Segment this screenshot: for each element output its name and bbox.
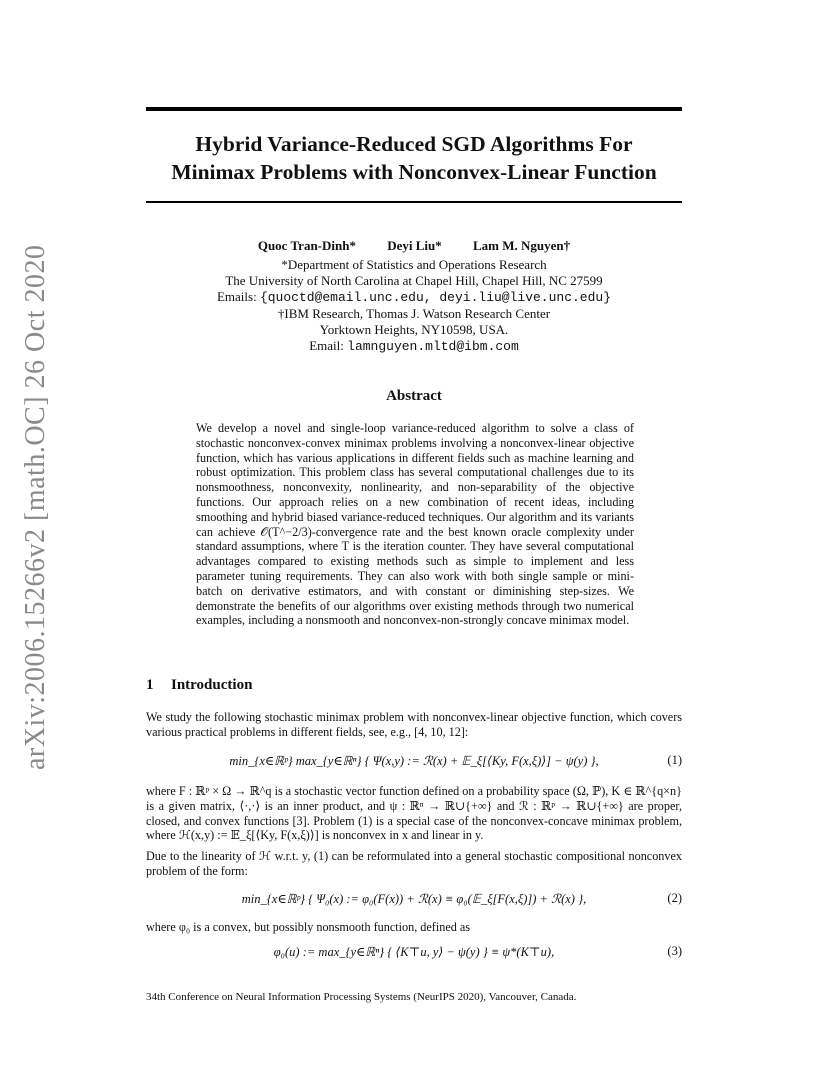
abstract-heading: Abstract [386, 388, 442, 404]
affiliation-3: †IBM Research, Thomas J. Watson Research Center [277, 306, 551, 321]
affiliation-4: Yorktown Heights, NY10598, USA. [319, 322, 509, 337]
section-heading [146, 677, 252, 694]
equation-1 [146, 753, 682, 769]
email-2: lamnguyen.mltd@ibm.com [347, 339, 519, 354]
intro-paragraph-4: where φ₀ is a convex, but possibly nonsmooth function, defined as [146, 920, 471, 934]
intro-paragraph-3: Due to the linearity of ℋ w.r.t. y, (1) can be reformulated into a general stochastic compositional nonconvex problem of the form: [146, 849, 682, 878]
emails-label: Emails: [216, 289, 260, 304]
equation-1-number: (1) [667, 753, 682, 767]
emails: {quoctd@email.unc.edu, deyi.liu@live.unc.edu} [259, 290, 612, 305]
intro-paragraph-1: We study the following stochastic minimax problem with nonconvex-linear objective function, which covers various practical problems in different fields, see, e.g., [4, 10, 12]: [146, 710, 682, 739]
author-2: Deyi Liu* [387, 238, 442, 253]
author-names [146, 238, 682, 254]
equation-3 [146, 944, 682, 960]
equation-3-number: (3) [667, 944, 682, 958]
author-1: Quoc Tran-Dinh* [257, 238, 356, 253]
abstract-text: We develop a novel and single-loop variance-reduced algorithm to solve a class of stochastic nonconvex-convex minimax problems involving a nonconvex-linear objective function, which has various applications in different fields such as machine learning and robust optimization. This problem class has several computational challenges due to its nonsmoothness, nonconvexity, nonlinearity, and non-separability of the objective functions. Our approach relies on a new combination of recent ideas, including smoothing and hybrid biased variance-reduced techniques. Our algorithm and its variants can achieve 𝒪(T^−2/3)-convergence rate and the best known oracle complexity under standard assumptions, where T is the iteration counter. They have several computational advantages compared to existing methods such as simple to implement and less parameter tuning requirements. They can also work with both single sample or mini-batch on derivative estimators, and with constant or diminishing step-sizes. We demonstrate the benefits of our algorithms over existing methods through two numerical examples, including a nonsmooth and nonconvex-non-strongly concave minimax model. [196, 421, 634, 628]
emails-line [146, 289, 682, 306]
section-title: Introduction [171, 677, 253, 693]
section-number: 1 [146, 677, 154, 693]
affiliation-1: *Department of Statistics and Operations Research [281, 257, 547, 272]
equation-2 [146, 891, 682, 907]
title-bottom-rule [146, 201, 682, 203]
paper-title [146, 130, 682, 186]
title-line-2: Minimax Problems with Nonconvex-Linear Function [171, 160, 657, 184]
author-3: Lam M. Nguyen† [473, 238, 571, 253]
author-block [146, 238, 682, 355]
equation-1-body: min_{x∈ℝᵖ} max_{y∈ℝⁿ} { Ψ(x,y) := ℛ(x) + 𝔼_ξ[⟨Ky, F(x,ξ)⟩] − ψ(y) }, [229, 754, 599, 768]
email-line-2 [146, 338, 682, 355]
email2-label: Email: [309, 338, 348, 353]
equation-3-body: φ₀(u) := max_{y∈ℝⁿ} { ⟨K⊤u, y⟩ − ψ(y) } ≡ ψ*(K⊤u), [273, 945, 555, 959]
affiliation-2: The University of North Carolina at Chapel Hill, Chapel Hill, NC 27599 [225, 273, 603, 288]
equation-2-number: (2) [667, 891, 682, 905]
intro-paragraph-2: where F : ℝᵖ × Ω → ℝ^q is a stochastic vector function defined on a probability space (Ω, ℙ), K ∈ ℝ^{q×n} is a given matrix, ⟨·,·⟩ is an inner product, and ψ : ℝⁿ → ℝ∪{+∞} and ℛ : ℝᵖ → ℝ∪{+∞} are proper, closed, and convex functions [3]. Problem (1) is a special case of the nonconvex-concave minimax problem, where ℋ(x,y) := 𝔼_ξ[⟨Ky, F(x,ξ)⟩] is nonconvex in x and linear in y. [146, 784, 682, 843]
title-line-1: Hybrid Variance-Reduced SGD Algorithms For [195, 132, 633, 156]
equation-2-body: min_{x∈ℝᵖ} { Ψ₀(x) := φ₀(F(x)) + ℛ(x) ≡ φ₀(𝔼_ξ[F(x,ξ)]) + ℛ(x) }, [241, 892, 587, 906]
title-top-rule [146, 107, 682, 111]
conference-footer: 34th Conference on Neural Information Processing Systems (NeurIPS 2020), Vancouver, Canada. [146, 991, 577, 1003]
arxiv-identifier: arXiv:2006.15266v2 [math.OC] 26 Oct 2020 [20, 244, 51, 770]
